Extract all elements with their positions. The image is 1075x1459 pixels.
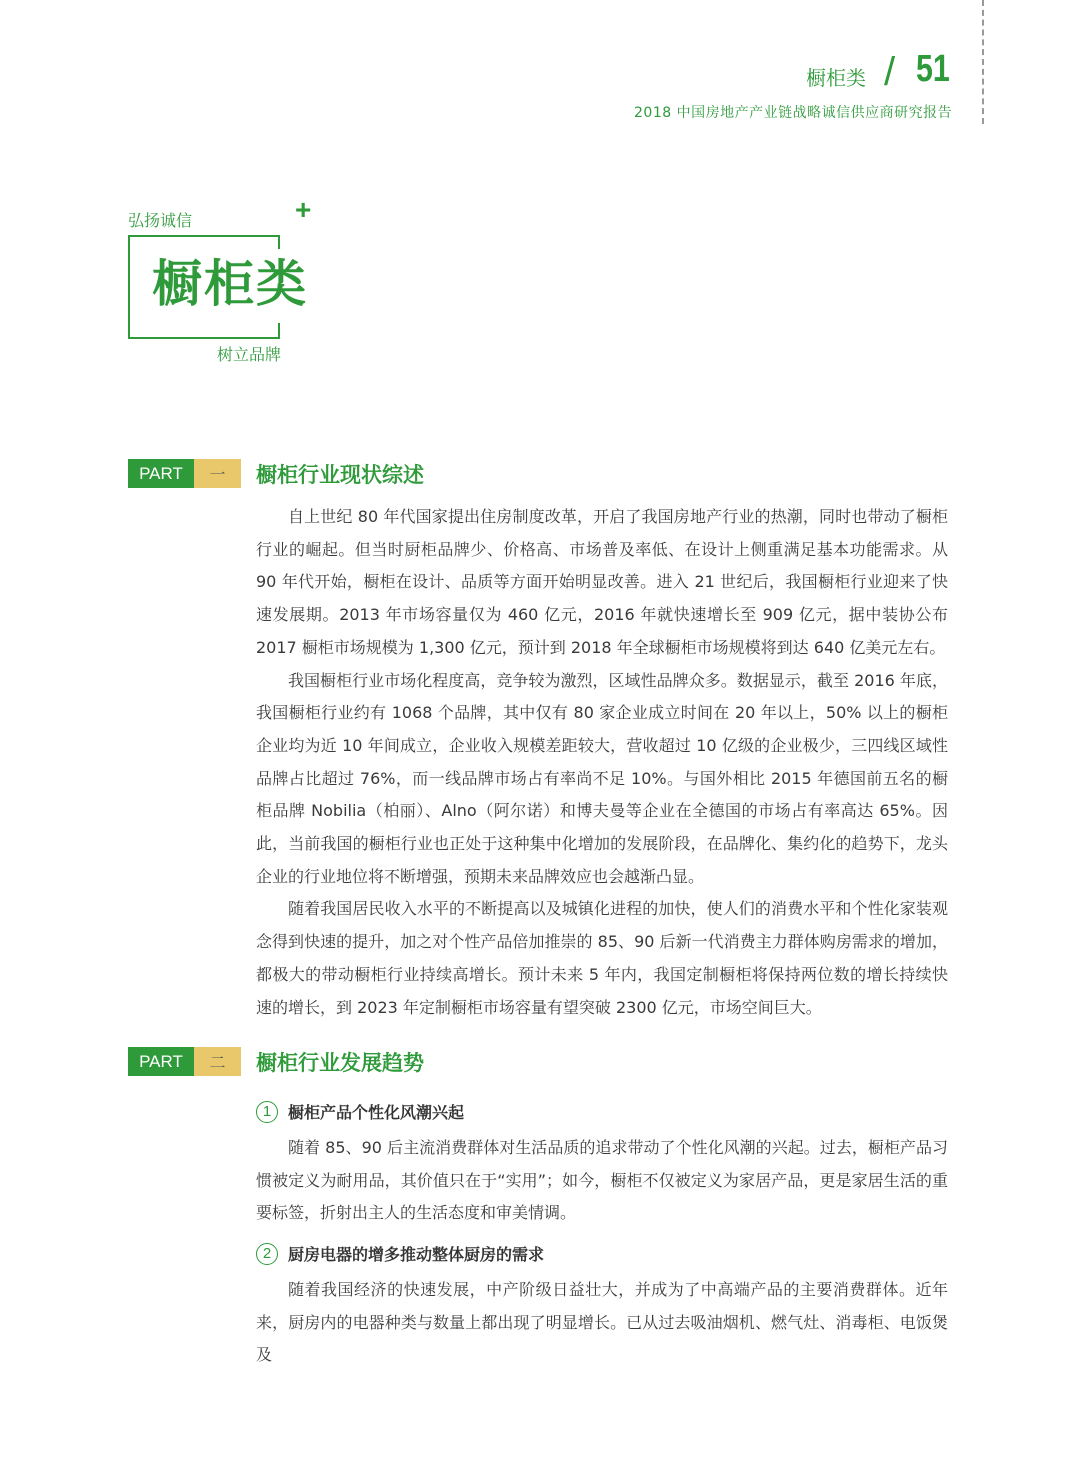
part-number: 一 (194, 459, 241, 488)
circled-number: 1 (256, 1101, 278, 1123)
badge-frame-tick (278, 235, 280, 249)
header-category: 橱柜类 (806, 66, 866, 90)
paragraph: 随着我国经济的快速发展，中产阶级日益壮大，并成为了中高端产品的主要消费群体。近年来，厨房内的电器种类与数量上都出现了明显增长。已从过去吸油烟机、燃气灶、消毒柜、电饭煲及 (256, 1280, 948, 1365)
part-label: PART (128, 1047, 194, 1076)
subsection-title: 厨房电器的增多推动整体厨房的需求 (288, 1245, 545, 1264)
badge-top-tag: 弘扬诚信 (128, 211, 193, 230)
header-dashed-divider (982, 0, 984, 124)
circled-number: 2 (256, 1243, 278, 1265)
report-title: 2018 中国房地产产业链战略诚信供应商研究报告 (634, 105, 953, 121)
section-title: 橱柜类 (152, 255, 308, 313)
part-title-1: 橱柜行业现状综述 (256, 463, 424, 487)
part-label: PART (128, 459, 194, 488)
plus-icon: + (295, 194, 312, 225)
paragraph: 自上世纪 80 年代国家提出住房制度改革，开启了我国房地产行业的热潮，同时也带动了橱柜行业的崛起。但当时厨柜品牌少、价格高、市场普及率低、在设计上侧重满足基本功能需求。从 90 年代开始，橱柜在设计、品质等方面开始明显改善。进入 21 世纪后，我国橱柜行业迎来了快速发展期。2013 年市场容量仅为 460 亿元，2016 年就快速增长至 909 亿元，据中装协公布 2017 橱柜市场规模为 1,300 亿元，预计到 2018 年全球橱柜市场规模将到达 640 亿美元左右。 (256, 507, 948, 657)
part-1-body (256, 501, 948, 1024)
part-badge-2 (128, 1047, 241, 1076)
badge-bottom-tag: 树立品牌 (217, 345, 282, 364)
subsection-heading-2 (256, 1242, 544, 1265)
badge-frame-tick (278, 323, 280, 337)
subsection-heading-1 (256, 1100, 464, 1123)
part-title-2: 橱柜行业发展趋势 (256, 1051, 424, 1075)
paragraph: 随着 85、90 后主流消费群体对生活品质的追求带动了个性化风潮的兴起。过去，橱柜产品习惯被定义为耐用品，其价值只在于“实用”；如今，橱柜不仅被定义为家居产品，更是家居生活的重要标签，折射出主人的生活态度和审美情调。 (256, 1138, 948, 1223)
subsection-1-body (256, 1132, 948, 1230)
page-number: 51 (916, 48, 950, 90)
part-number: 二 (194, 1047, 241, 1076)
subsection-title: 橱柜产品个性化风潮兴起 (288, 1103, 465, 1122)
header-slash: / (884, 50, 896, 94)
paragraph: 随着我国居民收入水平的不断提高以及城镇化进程的加快，使人们的消费水平和个性化家装观念得到快速的提升，加之对个性产品倍加推崇的 85、90 后新一代消费主力群体购房需求的增加，都极大的带动橱柜行业持续高增长。预计未来 5 年内，我国定制橱柜将保持两位数的增长持续快速的增长，到 2023 年定制橱柜市场容量有望突破 2300 亿元，市场空间巨大。 (256, 899, 948, 1017)
part-badge-1 (128, 459, 241, 488)
subsection-2-body (256, 1274, 948, 1372)
paragraph: 我国橱柜行业市场化程度高，竞争较为激烈，区域性品牌众多。数据显示，截至 2016 年底，我国橱柜行业约有 1068 个品牌，其中仅有 80 家企业成立时间在 20 年以上，50% 以上的橱柜企业均为近 10 年间成立，企业收入规模差距较大，营收超过 10 亿级的企业极少，三四线区域性品牌占比超过 76%，而一线品牌市场占有率尚不足 10%。与国外相比 2015 年德国前五名的橱柜品牌 Nobilia（柏丽）、Alno（阿尔诺）和博夫曼等企业在全德国的市场占有率高达 65%。因此，当前我国的橱柜行业也正处于这种集中化增加的发展阶段，在品牌化、集约化的趋势下，龙头企业的行业地位将不断增强，预期未来品牌效应也会越渐凸显。 (256, 670, 948, 886)
